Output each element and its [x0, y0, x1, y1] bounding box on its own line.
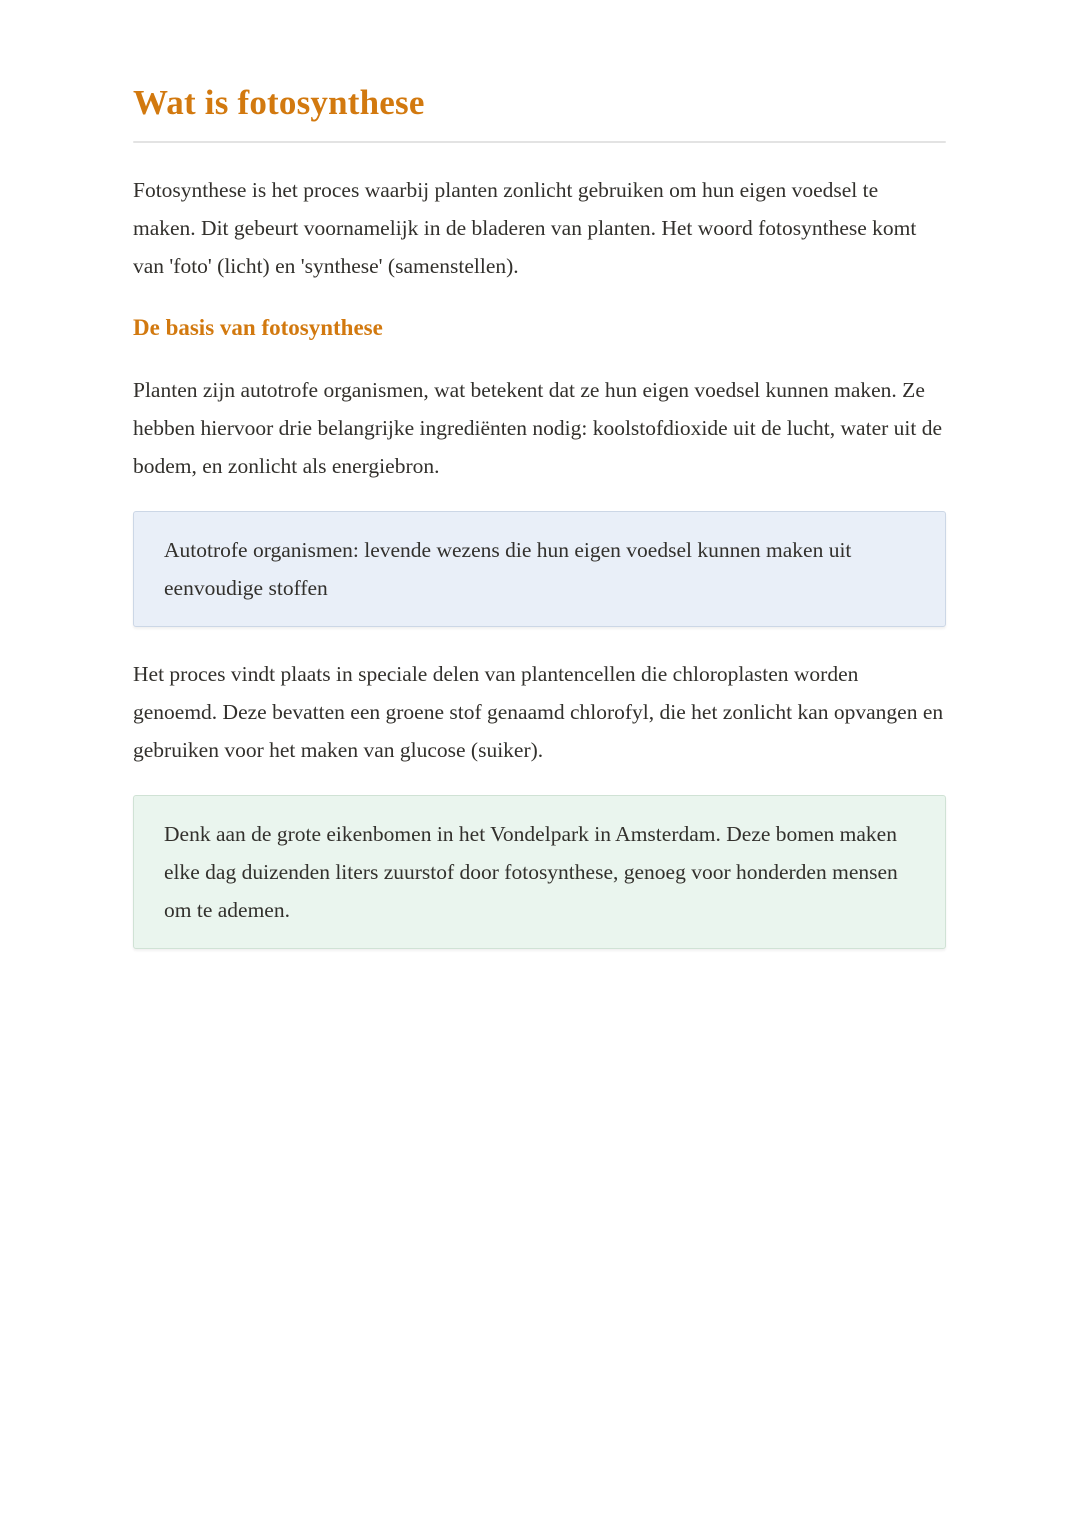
- page-title: Wat is fotosynthese: [133, 83, 425, 122]
- title-divider: [133, 141, 946, 143]
- chloroplasts-paragraph: Het proces vindt plaats in speciale delen van plantencellen die chloroplasten worden genoemd. Deze bevatten een groene stof genaamd chlorofyl, die het zonlicht kan opvangen en gebruiken voor het maken van glucose (suiker).: [133, 662, 944, 762]
- example-callout: [133, 795, 946, 949]
- basis-paragraph: Planten zijn autotrofe organismen, wat betekent dat ze hun eigen voedsel kunnen maken. Ze hebben hiervoor drie belangrijke ingrediënten nodig: koolstofdioxide uit de lucht, water uit de bodem, en zonlicht als energiebron.: [133, 378, 943, 478]
- example-callout-text: Denk aan de grote eikenbomen in het Vondelpark in Amsterdam. Deze bomen maken elke dag duizenden liters zuurstof door fotosynthese, genoeg voor honderden mensen om te ademen.: [164, 822, 898, 922]
- section-heading-basis: De basis van fotosynthese: [133, 315, 383, 340]
- definition-callout-text: Autotrofe organismen: levende wezens die hun eigen voedsel kunnen maken uit eenvoudige stoffen: [164, 538, 852, 600]
- definition-callout: [133, 511, 946, 627]
- intro-paragraph: Fotosynthese is het proces waarbij planten zonlicht gebruiken om hun eigen voedsel te maken. Dit gebeurt voornamelijk in de bladeren van planten. Het woord fotosynthese komt van 'foto' (licht) en 'synthese' (samenstellen).: [133, 178, 917, 278]
